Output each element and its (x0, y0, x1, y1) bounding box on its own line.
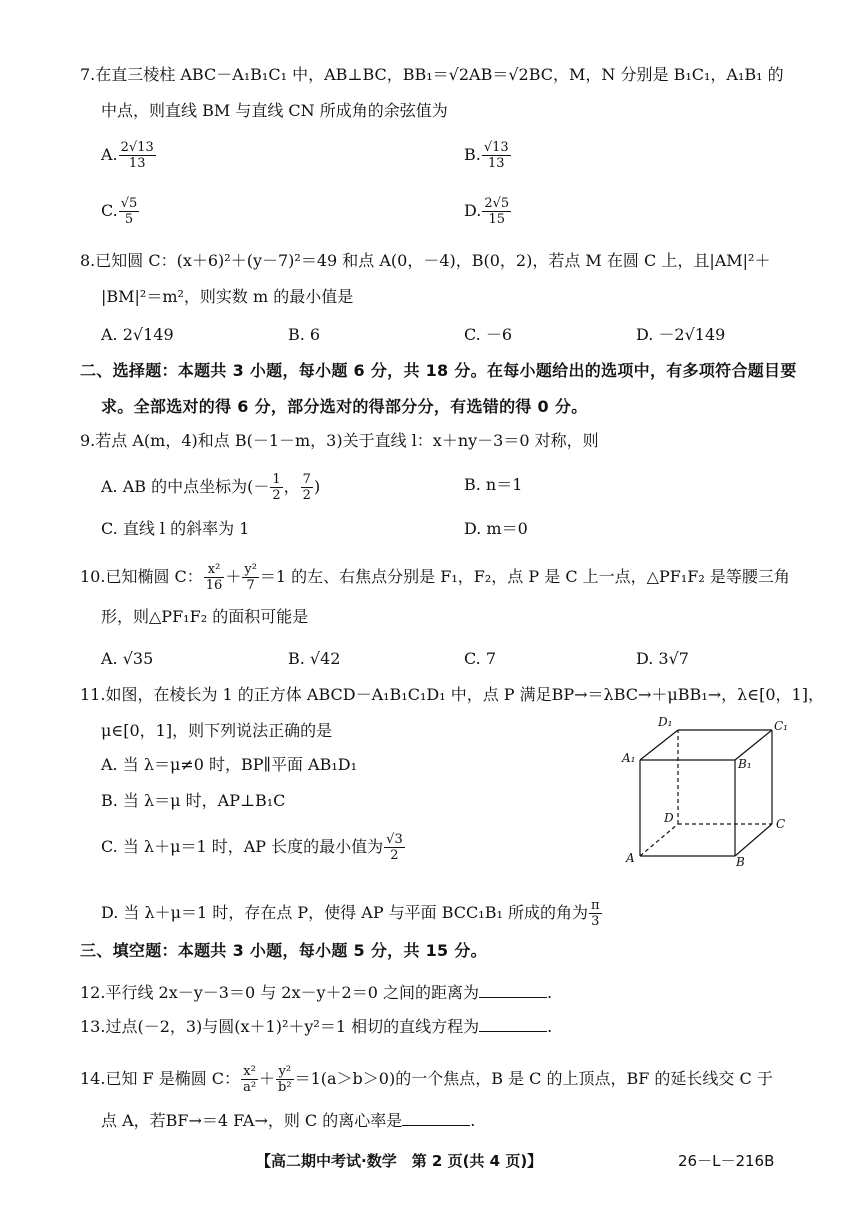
numerator: y² (276, 1064, 294, 1080)
denominator: a² (243, 1080, 257, 1095)
edge-bc (735, 824, 772, 856)
q10-option-c: C. 7 (464, 649, 497, 668)
plus-sign: ＋ (259, 1069, 276, 1088)
section2-heading-line1: 二、选择题：本题共 3 小题，每小题 6 分，共 18 分。在每小题给出的选项中，有多项符合题目要 (80, 361, 797, 380)
cube-figure (620, 710, 790, 870)
section2-heading-line2: 求。全部选对的得 6 分，部分选对的得部分分，有选错的得 0 分。 (101, 397, 588, 416)
denominator: 13 (128, 156, 146, 171)
q8-option-c: C. －6 (464, 325, 513, 344)
label-c: C (776, 817, 786, 831)
numerator: 2√5 (484, 196, 510, 211)
numerator: 1 (272, 472, 281, 487)
numerator: √13 (483, 140, 509, 155)
fraction (119, 140, 156, 171)
option-label: A. (101, 145, 118, 164)
fraction (301, 472, 313, 503)
q9-option-c: C. 直线 l 的斜率为 1 (101, 519, 250, 538)
plus-sign: ＋ (225, 567, 242, 586)
stem-text: . (470, 1111, 476, 1130)
option-text: D. 当 λ＋μ＝1 时，存在点 P，使得 AP 与平面 BCC₁B₁ 所成的角为 (101, 903, 588, 922)
denominator: 3 (591, 914, 600, 929)
q13 (80, 1016, 552, 1038)
denominator: 16 (205, 578, 223, 593)
label-a1: A₁ (622, 751, 636, 765)
fraction (276, 1064, 294, 1095)
edge-b1c1 (735, 730, 772, 760)
q8-option-b: B. 6 (288, 325, 321, 344)
option-text: ) (313, 477, 321, 496)
denominator: 2 (272, 488, 281, 503)
fraction (482, 196, 511, 227)
stem-text: 12.平行线 2x－y－3＝0 与 2x－y＋2＝0 之间的距离为 (80, 983, 479, 1002)
denominator: 2 (390, 848, 399, 863)
q8-stem-line2: |BM|²＝m²，则实数 m 的最小值是 (101, 287, 354, 306)
denominator: 13 (487, 156, 505, 171)
q7-option-c (101, 196, 140, 227)
stem-text: 14.已知 F 是椭圆 C： (80, 1069, 241, 1088)
numerator: x² (241, 1064, 258, 1080)
label-b: B (736, 855, 745, 869)
option-label: D. (464, 201, 482, 220)
q10-option-b: B. √42 (288, 649, 341, 668)
fraction (241, 1064, 258, 1095)
label-c1: C₁ (774, 719, 788, 733)
numerator: x² (204, 562, 225, 578)
edge-ad-hidden (640, 824, 678, 856)
answer-blank[interactable] (479, 983, 547, 998)
q9-stem: 9.若点 A(m，4)和点 B(－1－m，3)关于直线 l：x＋ny－3＝0 对称，则 (80, 431, 599, 450)
q9-option-a (101, 472, 320, 503)
numerator: 7 (302, 472, 311, 487)
stem-text: . (547, 983, 553, 1002)
label-a: A (626, 851, 635, 865)
numerator: π (590, 898, 600, 913)
q10-option-d: D. 3√7 (636, 649, 689, 668)
q7-stem-line1: 7.在直三棱柱 ABC－A₁B₁C₁ 中，AB⊥BC，BB₁＝√2AB＝√2BC，M，N 分别是 B₁C₁，A₁B₁ 的 (80, 65, 784, 84)
fraction (384, 832, 405, 863)
option-text: A. AB 的中点坐标为(－ (101, 477, 270, 496)
stem-text: . (547, 1017, 553, 1036)
stem-text: ＝1 的左、右焦点分别是 F₁，F₂，点 P 是 C 上一点，△PF₁F₂ 是等腰三角 (259, 567, 790, 586)
q9-option-b: B. n＝1 (464, 475, 523, 494)
exam-code: 26－L－216B (678, 1152, 775, 1170)
fraction (119, 196, 140, 227)
stem-text: ＝1(a＞b＞0)的一个焦点，B 是 C 的上顶点，BF 的延长线交 C 于 (294, 1069, 773, 1088)
section3-heading: 三、填空题：本题共 3 小题，每小题 5 分，共 15 分。 (80, 941, 487, 960)
q8-stem-line1: 8.已知圆 C：(x＋6)²＋(y－7)²＝49 和点 A(0，－4)，B(0，2)，若点 M 在圆 C 上，且|AM|²＋ (80, 251, 771, 270)
q14-stem-line1 (80, 1064, 773, 1095)
q9-option-d: D. m＝0 (464, 519, 528, 538)
option-label: B. (464, 145, 481, 164)
q10-stem-line1 (80, 562, 790, 593)
q7-option-b (464, 140, 512, 171)
q7-option-d (464, 196, 512, 227)
label-d1: D₁ (658, 715, 673, 729)
stem-text: 点 A，若BF→＝4 FA→，则 C 的离心率是 (101, 1111, 403, 1130)
fraction (242, 562, 259, 593)
label-d: D (664, 811, 674, 825)
page-footer: 【高二期中考试·数学 第 2 页(共 4 页)】 (256, 1152, 543, 1170)
edge-a1d1 (640, 730, 678, 760)
q10-stem-line2: 形，则△PF₁F₂ 的面积可能是 (101, 607, 309, 626)
numerator: 2√13 (120, 140, 154, 155)
denominator: 15 (488, 212, 506, 227)
option-text: C. 当 λ＋μ＝1 时，AP 长度的最小值为 (101, 837, 384, 856)
fraction (482, 140, 511, 171)
fraction (589, 898, 602, 929)
answer-blank[interactable] (479, 1017, 547, 1032)
fraction (204, 562, 225, 593)
denominator: b² (278, 1080, 292, 1095)
q7-option-a (101, 140, 157, 171)
stem-text: 13.过点(－2，3)与圆(x＋1)²＋y²＝1 相切的直线方程为 (80, 1017, 480, 1036)
numerator: y² (244, 562, 257, 577)
q14-stem-line2 (101, 1110, 475, 1132)
q11-stem-line2: μ∈[0，1]，则下列说法正确的是 (101, 721, 333, 740)
numerator: √3 (386, 832, 403, 847)
q11-option-d (101, 898, 603, 929)
separator: ， (283, 477, 300, 496)
q11-option-b: B. 当 λ＝μ 时，AP⊥B₁C (101, 791, 286, 810)
q12 (80, 982, 552, 1004)
q11-option-c (101, 832, 406, 863)
denominator: 7 (246, 578, 255, 593)
q8-option-a: A. 2√149 (101, 325, 174, 344)
denominator: 2 (302, 488, 311, 503)
q11-option-a: A. 当 λ＝μ≠0 时，BP∥平面 AB₁D₁ (101, 755, 357, 774)
option-label: C. (101, 201, 118, 220)
q10-option-a: A. √35 (101, 649, 154, 668)
fraction (270, 472, 282, 503)
label-b1: B₁ (738, 757, 752, 771)
q7-stem-line2: 中点，则直线 BM 与直线 CN 所成角的余弦值为 (101, 101, 448, 120)
answer-blank[interactable] (402, 1111, 470, 1126)
numerator: √5 (120, 196, 138, 211)
denominator: 5 (124, 212, 134, 227)
q8-option-d: D. －2√149 (636, 325, 726, 344)
q11-stem-line1: 11.如图，在棱长为 1 的正方体 ABCD－A₁B₁C₁D₁ 中，点 P 满足BP→＝λBC→＋μBB₁→，λ∈[0，1]， (80, 685, 824, 704)
stem-text: 10.已知椭圆 C： (80, 567, 203, 586)
